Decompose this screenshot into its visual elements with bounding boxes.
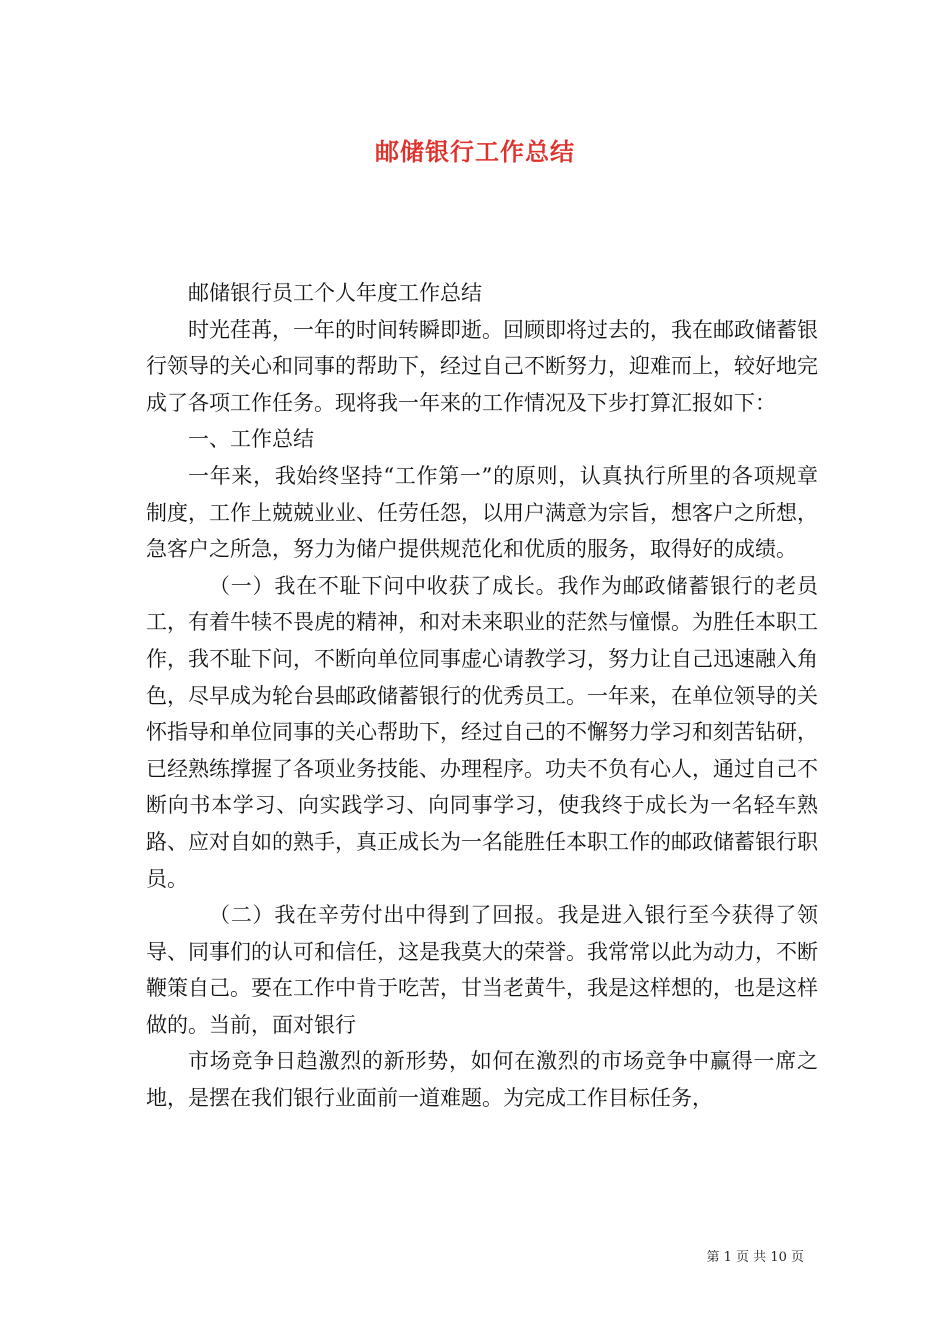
subtitle-paragraph: 邮储银行员工个人年度工作总结 <box>188 281 482 305</box>
intro-paragraph: 时光荏苒，一年的时间转瞬即逝。回顾即将过去的，我在邮政储蓄银行领导的关心和同事的帮助下，经过自己不断努力，迎难而上，较好地完成了各项工作任务。现将我一年来的工作情况及下步打算汇报如下： <box>146 317 818 415</box>
page-number: 第 1 页 共 10 页 <box>706 1250 804 1265</box>
section-heading: 一、工作总结 <box>188 427 314 452</box>
summary-paragraph: 一年来，我始终坚持“工作第一”的原则，认真执行所里的各项规章制度，工作上兢兢业业、任劳任怨，以用户满意为宗旨，想客户之所想，急客户之所急，努力为储户提供规范化和优质的服务，取得好的成绩。 <box>146 463 818 562</box>
continuation-paragraph: 市场竞争日趋激烈的新形势，如何在激烈的市场竞争中赢得一席之地，是摆在我们银行业面前一道难题。为完成工作目标任务， <box>146 1049 818 1111</box>
point-two-paragraph: （二）我在辛劳付出中得到了回报。我是进入银行至今获得了领导、同事们的认可和信任，这是我莫大的荣誉。我常常以此为动力，不断鞭策自己。要在工作中肯于吃苦，甘当老黄牛，我是这样想的，也是这样做的。当前，面对银行 <box>146 903 818 1037</box>
document-body <box>146 275 818 1117</box>
document-title: 邮储银行工作总结 <box>375 137 575 166</box>
point-one-paragraph: （一）我在不耻下问中收获了成长。我作为邮政储蓄银行的老员工，有着牛犊不畏虎的精神，和对未来职业的茫然与憧憬。为胜任本职工作，我不耻下问，不断向单位同事虚心请教学习，努力让自己迅速融入角色，尽早成为轮台县邮政储蓄银行的优秀员工。一年来，在单位领导的关怀指导和单位同事的关心帮助下，经过自己的不懈努力学习和刻苦钻研，已经熟练撑握了各项业务技能、办理程序。功夫不负有心人，通过自己不断向书本学习、向实践学习、向同事学习，使我终于成长为一名轻车熟路、应对自如的熟手，真正成长为一名能胜任本职工作的邮政储蓄银行职员。 <box>146 573 818 891</box>
